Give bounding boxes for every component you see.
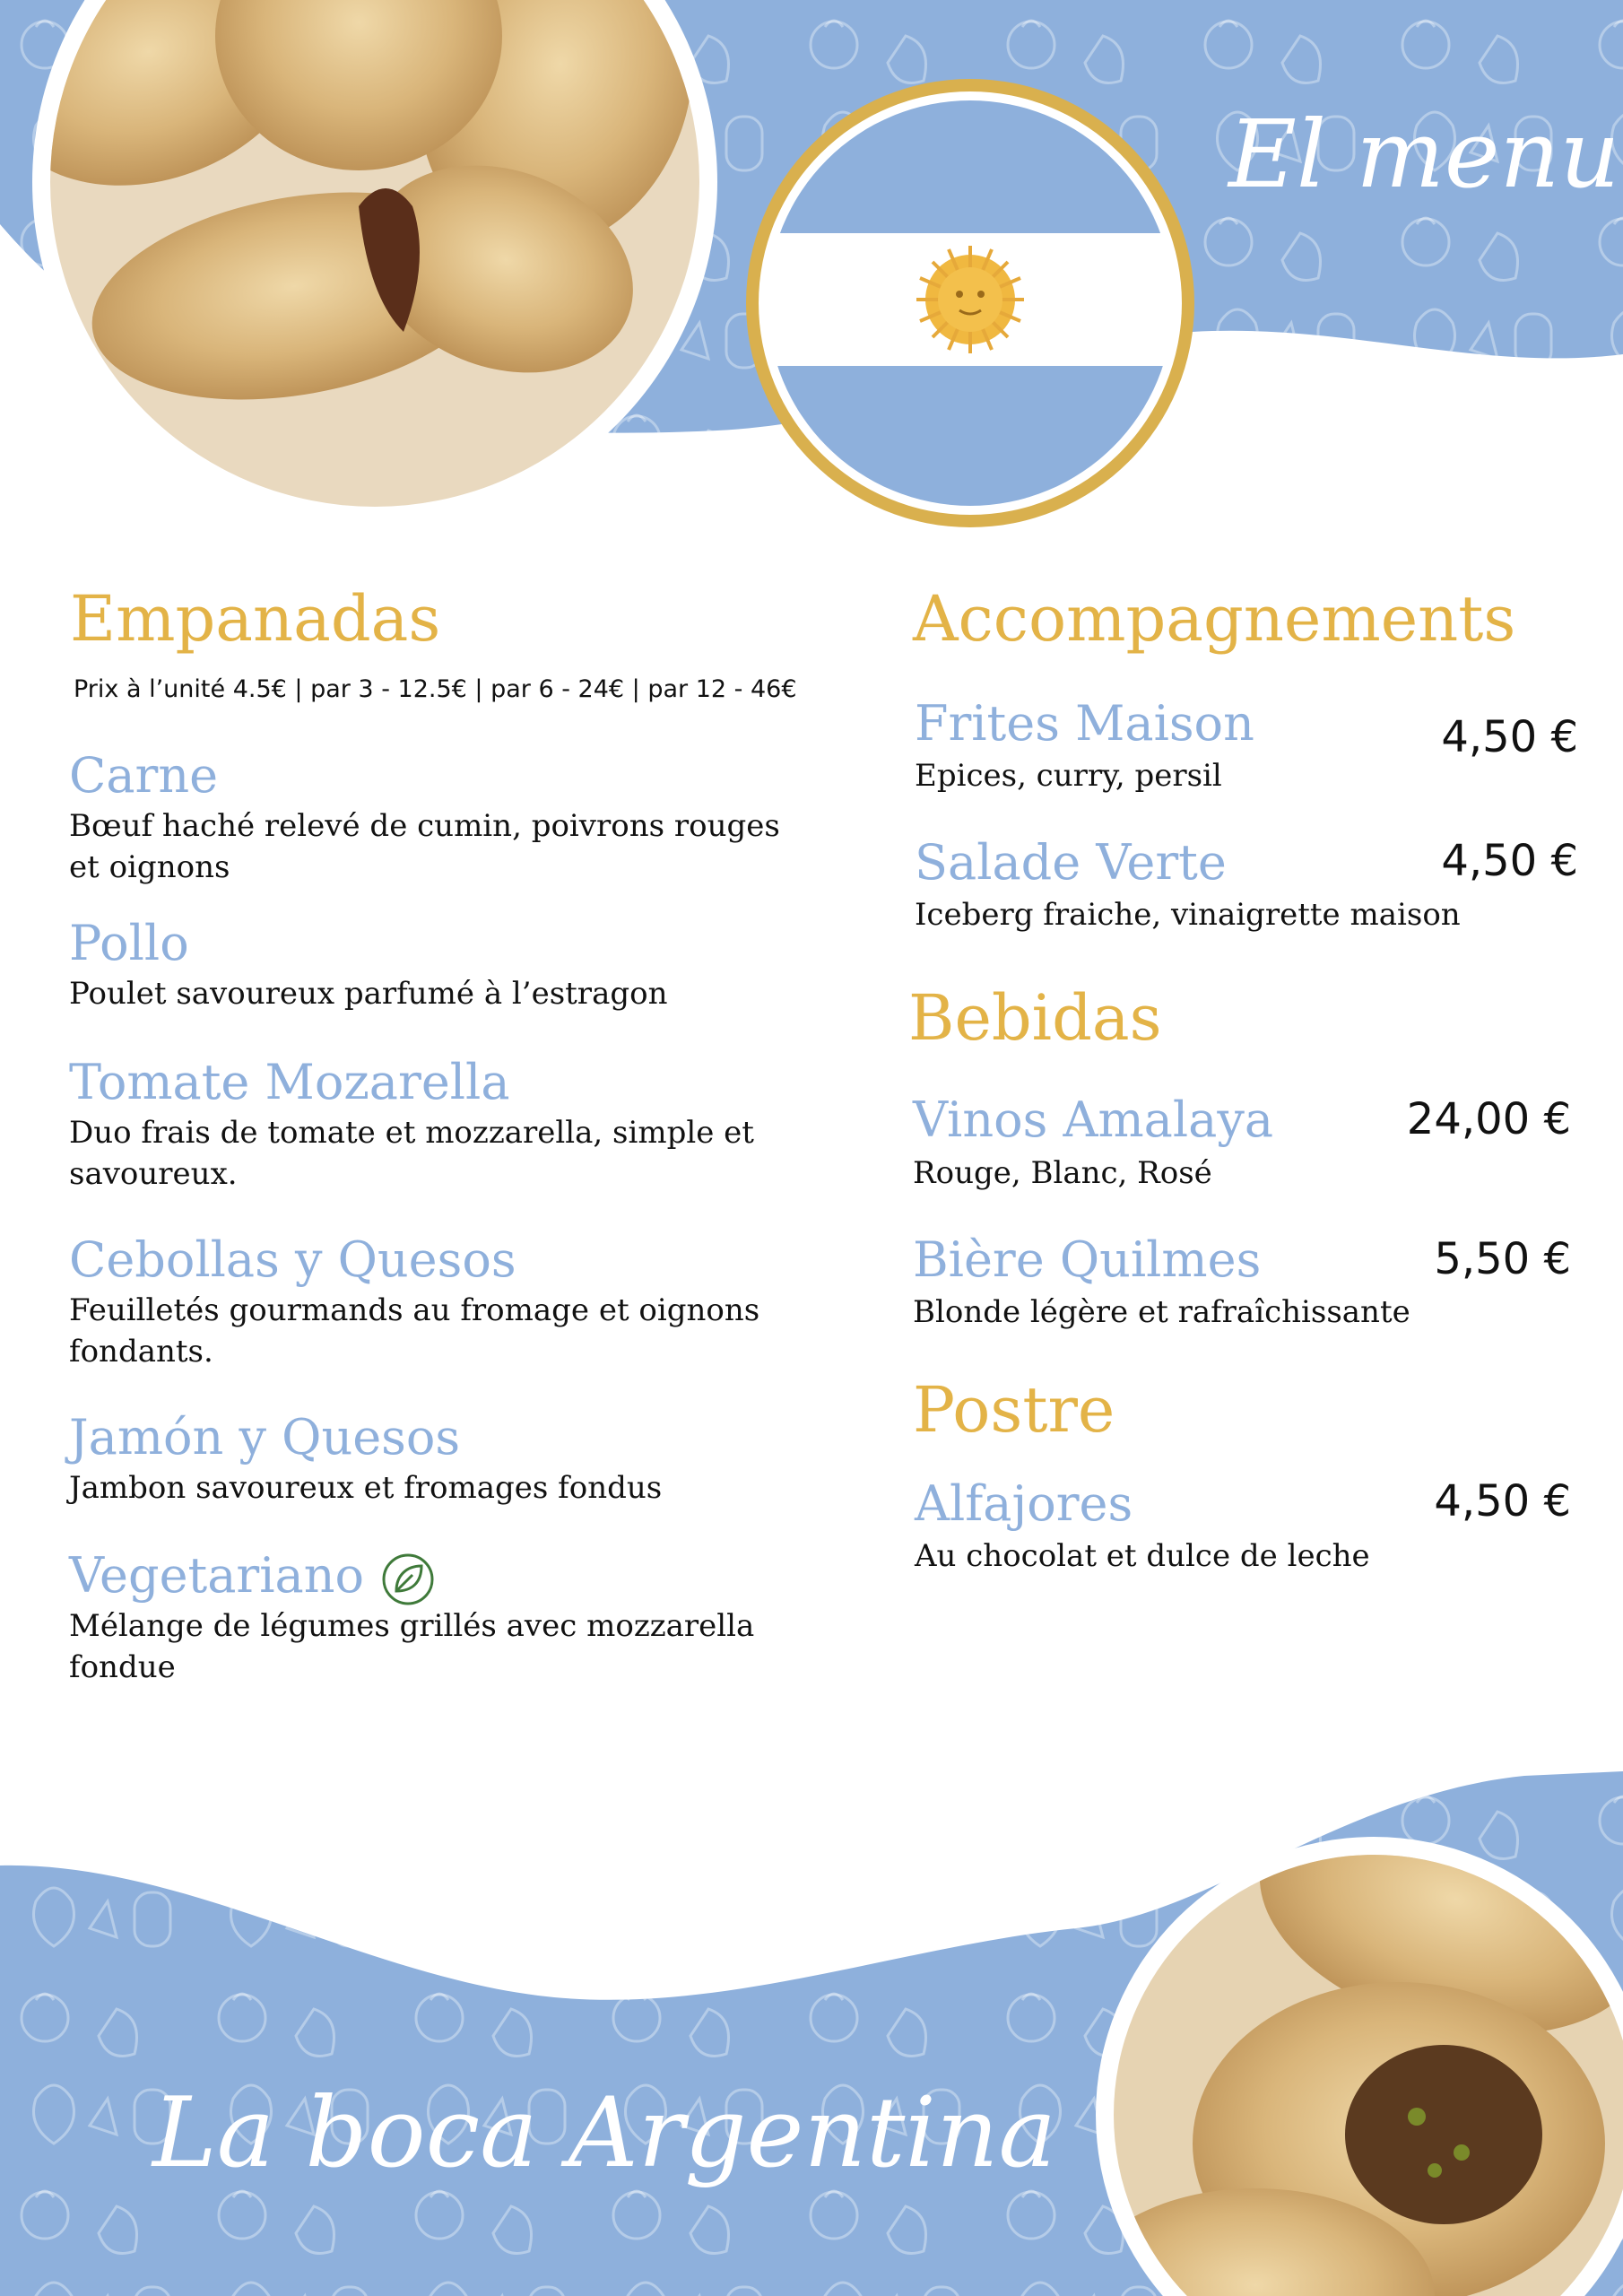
- price-alfajores: 4,50 €: [1434, 1476, 1571, 1526]
- accompagnements-heading: Accompagnements: [913, 582, 1516, 656]
- item-desc-pollo: Poulet savoureux parfumé à l’estragon: [69, 976, 668, 1012]
- item-name-alfajores: Alfajores: [915, 1475, 1133, 1532]
- item-name-salade-verte: Salade Verte: [915, 834, 1227, 891]
- postre-heading: Postre: [913, 1373, 1115, 1447]
- leaf-icon: [380, 1552, 436, 1607]
- item-desc-salade-verte: Iceberg fraiche, vinaigrette maison: [915, 897, 1461, 933]
- item-desc-carne: Bœuf haché relevé de cumin, poivrons rouges et oignons: [69, 808, 780, 885]
- item-name-biere-quilmes: Bière Quilmes: [913, 1231, 1262, 1288]
- item-name-jamon-y-quesos: Jamón y Quesos: [69, 1409, 461, 1465]
- item-name-tomate-mozarella: Tomate Mozarella: [69, 1054, 510, 1110]
- item-desc-alfajores: Au chocolat et dulce de leche: [915, 1538, 1370, 1574]
- item-desc-biere-quilmes: Blonde légère et rafraîchissante: [913, 1294, 1410, 1330]
- item-desc-frites-maison: Epices, curry, persil: [915, 758, 1222, 794]
- item-desc-tomate-mozarella: Duo frais de tomate et mozzarella, simple et savoureux.: [69, 1115, 754, 1192]
- restaurant-name: La boca Argentina: [152, 2077, 1056, 2189]
- price-salade-verte: 4,50 €: [1441, 836, 1578, 886]
- item-desc-vegetariano: Mélange de légumes grillés avec mozzarella fondue: [69, 1608, 755, 1685]
- price-biere-quilmes: 5,50 €: [1434, 1234, 1571, 1284]
- item-desc-jamon-y-quesos: Jambon savoureux et fromages fondus: [69, 1470, 663, 1506]
- empanadas-photo-top: [0, 0, 730, 525]
- price-vinos-amalaya: 24,00 €: [1406, 1094, 1571, 1144]
- item-name-carne: Carne: [69, 747, 219, 804]
- item-desc-cebollas-y-quesos: Feuilletés gourmands au fromage et oignons fondants.: [69, 1292, 760, 1370]
- item-name-frites-maison: Frites Maison: [915, 695, 1254, 752]
- argentina-flag-emblem: [746, 79, 1194, 527]
- item-name-cebollas-y-quesos: Cebollas y Quesos: [69, 1231, 516, 1288]
- price-frites-maison: 4,50 €: [1441, 712, 1578, 762]
- item-name-vegetariano: Vegetariano: [69, 1547, 364, 1604]
- menu-title: El menu: [1228, 100, 1620, 209]
- item-name-pollo: Pollo: [69, 915, 189, 971]
- item-desc-vinos-amalaya: Rouge, Blanc, Rosé: [913, 1155, 1212, 1191]
- bebidas-heading: Bebidas: [908, 981, 1162, 1055]
- empanadas-heading: Empanadas: [70, 582, 441, 656]
- item-name-vinos-amalaya: Vinos Amalaya: [913, 1091, 1274, 1148]
- empanadas-pricing: Prix à l’unité 4.5€ | par 3 - 12.5€ | par 6 - 24€ | par 12 - 46€: [74, 675, 797, 703]
